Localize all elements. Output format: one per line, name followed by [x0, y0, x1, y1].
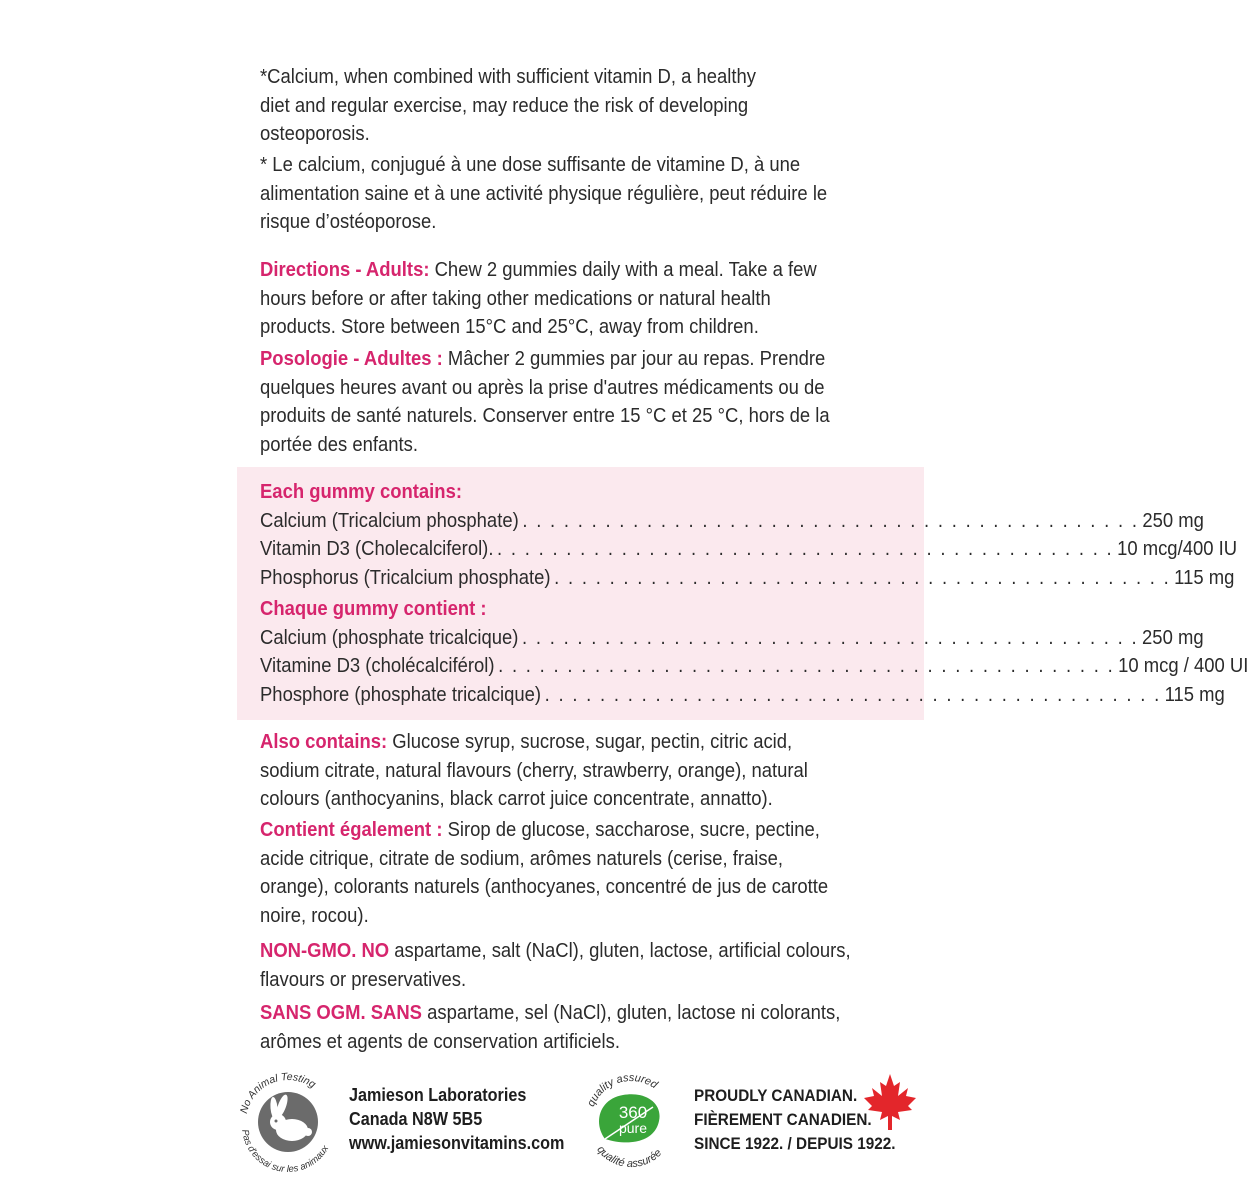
also-contains-fr [260, 816, 904, 930]
also-contains-fr-line: acide citrique, citrate de sodium, arômes naturels (cerise, fraise, [260, 846, 783, 870]
also-contains-fr-line: Sirop de glucose, saccharose, sucre, pectine, [442, 818, 820, 841]
nutrient-label: Vitamin D3 (Cholecalciferol). [260, 537, 494, 560]
nutrient-label: Phosphorus (Tricalcium phosphate) [260, 565, 551, 589]
nutrient-value: 10 mcg/400 IU [1117, 537, 1238, 560]
claim-en-line: osteoporosis. [260, 122, 370, 145]
directions-fr [260, 345, 904, 459]
nutrient-label: Vitamine D3 (cholécalciférol) [260, 654, 495, 677]
directions-en-line: hours before or after taking other medications or natural health [260, 286, 771, 310]
nutrient-row: Phosphorus (Tricalcium phosphate) . . . . . . . . . . . . . . . . . . . . . . . . . . . . . . . . . . . . . . . . . . . . . 115 mg [260, 564, 895, 593]
nutrient-value: 10 mcg / 400 UI [1118, 654, 1248, 677]
nutrient-value: 115 mg [1164, 682, 1225, 706]
badge-number: 360 [618, 1103, 648, 1122]
no-animal-testing-seal [232, 1066, 344, 1178]
also-contains-fr-line: noire, rocou). [260, 903, 369, 927]
since-1922: SINCE 1922. / DEPUIS 1922. [694, 1134, 896, 1153]
company-name: Jamieson Laboratories [349, 1085, 527, 1105]
free-from-fr-line: aspartame, sel (NaCl), gluten, lactose ni colorants, [421, 1001, 841, 1024]
nutrient-row: Phosphore (phosphate tricalcique) . . . . . . . . . . . . . . . . . . . . . . . . . . . . . . . . . . . . . . . . . . . . . 115 mg [260, 681, 895, 710]
proudly-canadian-en: PROUDLY CANADIAN. [694, 1086, 858, 1105]
nutrients-en-title: Each gummy contains: [260, 480, 462, 503]
directions-en [260, 256, 904, 342]
directions-en-label: Directions - Adults: [260, 258, 430, 281]
nutrient-row: Vitamine D3 (cholécalciférol) . . . . . . . . . . . . . . . . . . . . . . . . . . . . . . . . . . . . . . . . . . . . . 10 mcg / 400 UI [260, 652, 895, 681]
free-from-en [260, 937, 904, 994]
nutrient-label: Phosphore (phosphate tricalcique) [260, 682, 542, 706]
nutrients-fr-title: Chaque gummy contient : [260, 597, 487, 620]
calcium-claim-fr [260, 151, 904, 237]
nutrient-value: 250 mg [1142, 625, 1204, 649]
calcium-claim-en [260, 63, 904, 149]
nutrients-en [260, 478, 1238, 592]
claim-fr-line: * Le calcium, conjugué à une dose suffisante de vitamine D, à une [260, 153, 801, 176]
directions-fr-line: portée des enfants. [260, 432, 418, 456]
badge-bottom-text: qualité assurée [594, 1143, 665, 1171]
directions-fr-line: produits de santé naturels. Conserver entre 15 °C et 25 °C, hors de la [260, 404, 830, 427]
free-from-en-line: flavours or preservatives. [260, 967, 467, 991]
directions-fr-line: Mâcher 2 gummies par jour au repas. Prendre [442, 347, 826, 370]
free-from-fr [260, 999, 904, 1056]
also-contains-en-line: sodium citrate, natural flavours (cherry, strawberry, orange), natural [260, 758, 808, 782]
quality-assured-badge [575, 1063, 687, 1175]
directions-en-line: Chew 2 gummies daily with a meal. Take a few [429, 258, 817, 281]
seal-top-text: No Animal Testing [237, 1070, 318, 1115]
nutrient-row: Calcium (phosphate tricalcique) . . . . . . . . . . . . . . . . . . . . . . . . . . . . . . . . . . . . . . . . . . . . . 250 mg [260, 624, 895, 653]
also-contains-en-line: Glucose syrup, sucrose, sugar, pectin, citric acid, [387, 730, 793, 753]
proudly-canadian-fr: FIÈREMENT CANADIEN. [694, 1110, 872, 1129]
also-contains-fr-label: Contient également : [260, 818, 443, 841]
claim-fr-line: risque d’ostéoporose. [260, 210, 437, 233]
also-contains-en-label: Also contains: [260, 730, 388, 753]
directions-fr-line: quelques heures avant ou après la prise d'autres médicaments ou de [260, 375, 825, 399]
nutrients-fr [260, 595, 1248, 709]
directions-en-line: products. Store between 15°C and 25°C, away from children. [260, 315, 759, 338]
nutrient-label: Calcium (phosphate tricalcique) [260, 625, 519, 649]
free-from-en-label: NON-GMO. NO [260, 939, 390, 962]
nutrient-row: Vitamin D3 (Cholecalciferol). . . . . . . . . . . . . . . . . . . . . . . . . . . . . . . . . . . . . . . . . . . . . . 10 mcg/400 IU [260, 535, 895, 564]
also-contains-en [260, 728, 904, 814]
claim-en-line: *Calcium, when combined with sufficient vitamin D, a healthy [260, 65, 756, 88]
nutrient-value: 115 mg [1174, 565, 1235, 589]
nutrient-row: Calcium (Tricalcium phosphate) . . . . . . . . . . . . . . . . . . . . . . . . . . . . . . . . . . . . . . . . . . . . . 250 mg [260, 507, 895, 536]
also-contains-en-line: colours (anthocyanins, black carrot juice concentrate, annatto). [260, 787, 773, 810]
nutrient-label: Calcium (Tricalcium phosphate) [260, 508, 519, 532]
badge-top-text: quality assured [585, 1071, 660, 1109]
directions-fr-label: Posologie - Adultes : [260, 347, 443, 370]
badge-word: pure [618, 1120, 648, 1136]
free-from-fr-label: SANS OGM. SANS [260, 1001, 422, 1024]
company-address: Canada N8W 5B5 [349, 1109, 483, 1129]
nutrient-value: 250 mg [1142, 508, 1204, 532]
company-website[interactable]: www.jamiesonvitamins.com [349, 1133, 565, 1153]
maple-leaf-icon [862, 1072, 918, 1132]
free-from-fr-line: arômes et agents de conservation artificiels. [260, 1029, 620, 1053]
also-contains-fr-line: orange), colorants naturels (anthocyanes, concentré de jus de carotte [260, 875, 829, 898]
claim-fr-line: alimentation saine et à une activité physique régulière, peut réduire le [260, 181, 828, 205]
claim-en-line: diet and regular exercise, may reduce the risk of developing [260, 93, 749, 117]
free-from-en-line: aspartame, salt (NaCl), gluten, lactose, artificial colours, [389, 939, 851, 962]
seal-bottom-text: Pas d'essai sur les animaux [239, 1128, 332, 1176]
